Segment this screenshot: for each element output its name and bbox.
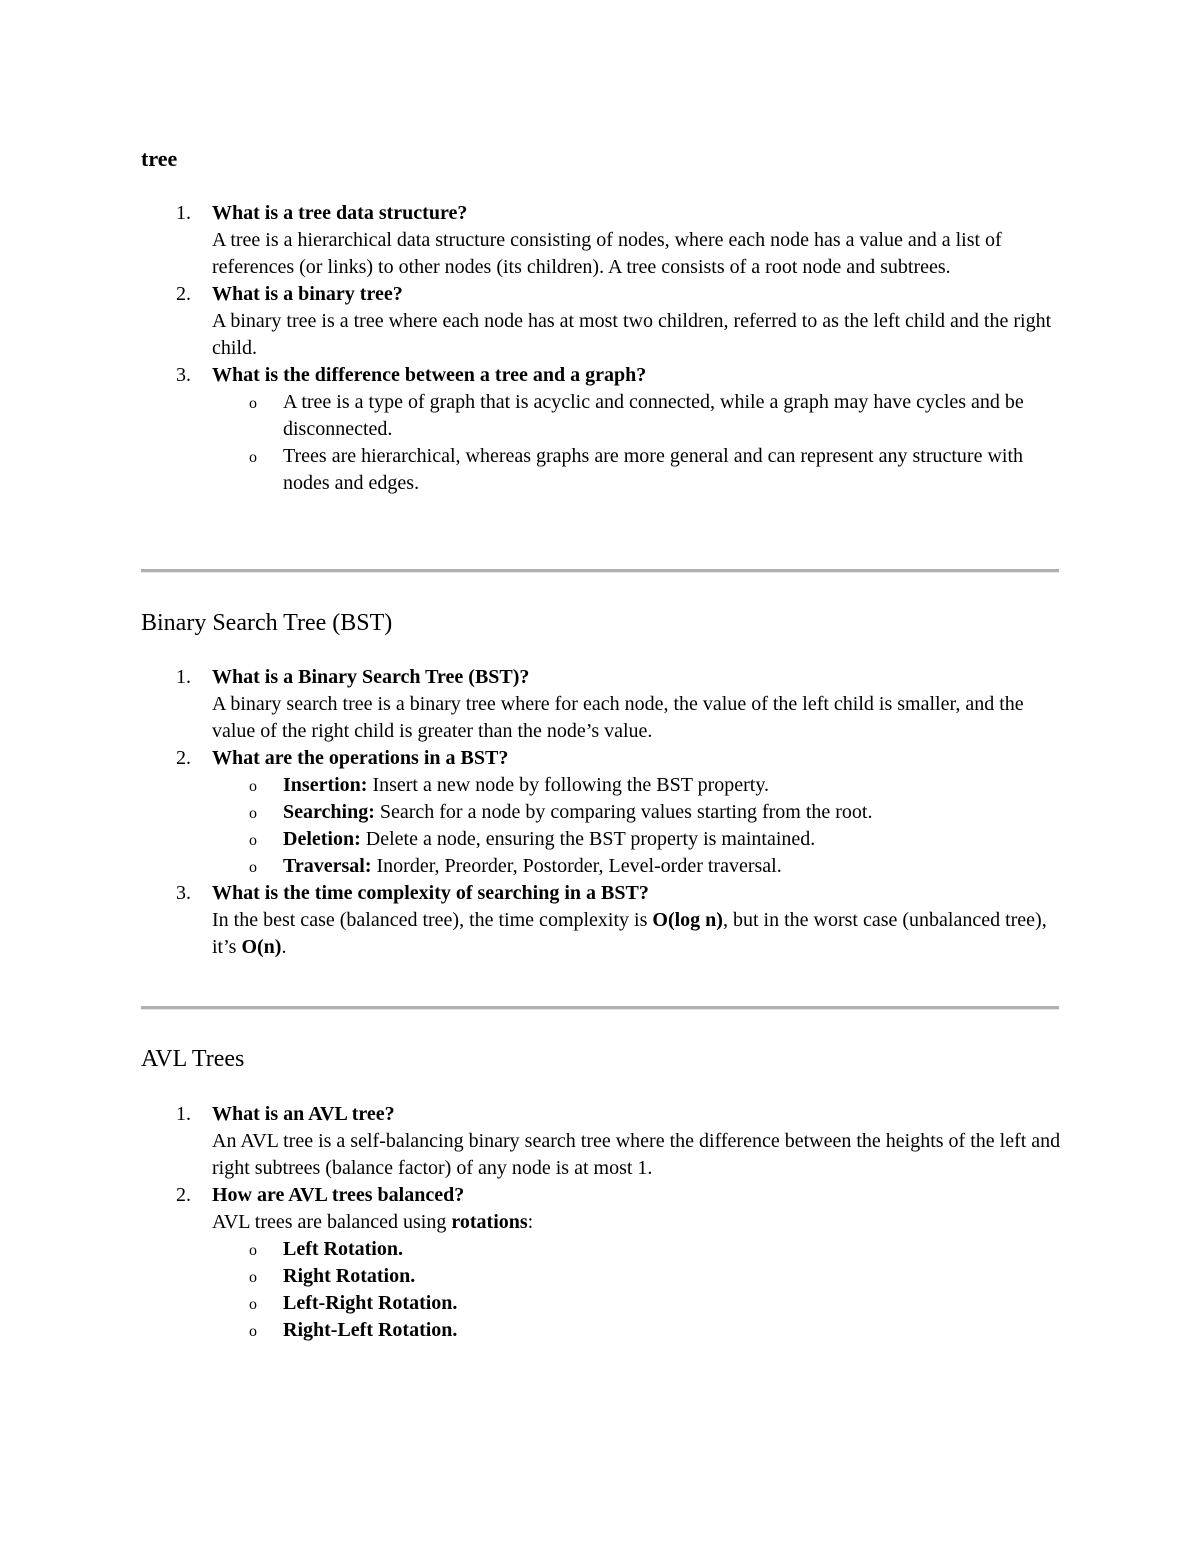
bullet-item [141, 1236, 1061, 1263]
bullet-marker: o [249, 1269, 257, 1286]
question: What is a tree data structure? [212, 202, 468, 224]
answer: A binary search tree is a binary tree where for each node, the value of the left child is smaller, and the value of the right child is greater than the node’s value. [212, 693, 1024, 742]
question-list [141, 664, 1061, 961]
bullet-item [141, 772, 1061, 799]
bullet-item [141, 853, 1061, 880]
bullet-item [141, 1317, 1061, 1344]
bullet-list [212, 772, 1061, 880]
bullet-label: Searching: [283, 801, 375, 823]
answer: A tree is a hierarchical data structure consisting of nodes, where each node has a value and a list of references (or links) to other nodes (its children). A tree consists of a root node and subtrees. [212, 229, 1002, 278]
bullet-text: A tree is a type of graph that is acyclic and connected, while a graph may have cycles and be disconnected. [283, 391, 1024, 440]
bullet-text: Left Rotation. [283, 1238, 403, 1260]
bullet-label: Traversal: [283, 855, 372, 877]
section-title: tree [141, 146, 178, 171]
question: What is the difference between a tree and a graph? [212, 364, 647, 386]
item-number: 2. [176, 1184, 191, 1206]
bullet-marker: o [249, 395, 257, 412]
bullet-marker: o [249, 859, 257, 876]
question: What are the operations in a BST? [212, 747, 509, 769]
item-number: 2. [176, 283, 191, 305]
answer [212, 907, 1061, 961]
bullet-marker: o [249, 1323, 257, 1340]
bullet-item [141, 1290, 1061, 1317]
bullet-marker: o [249, 778, 257, 795]
answer: A binary tree is a tree where each node has at most two children, referred to as the left child and the right child. [212, 310, 1052, 359]
bullet-item [141, 826, 1061, 853]
bullet-item [141, 443, 1061, 497]
question-list [141, 200, 1061, 497]
question: What is an AVL tree? [212, 1103, 395, 1125]
bullet-item [141, 1263, 1061, 1290]
answer-text: AVL trees are balanced using [212, 1211, 452, 1233]
answer: An AVL tree is a self-balancing binary search tree where the difference between the heights of the left and right subtrees (balance factor) of any node is at most 1. [212, 1130, 1061, 1179]
bullet-list [212, 1236, 1061, 1344]
bullet-label: Deletion: [283, 828, 361, 850]
answer-emphasis: O(n) [241, 936, 282, 958]
bullet-marker: o [249, 1296, 257, 1313]
answer-emphasis: O(log n) [652, 909, 723, 931]
list-item [141, 1101, 1061, 1182]
item-number: 1. [176, 1103, 191, 1125]
item-number: 1. [176, 666, 191, 688]
list-item [141, 745, 1061, 880]
bullet-text: Right-Left Rotation. [283, 1319, 458, 1341]
bullet-item [141, 799, 1061, 826]
bullet-label: Insertion: [283, 774, 368, 796]
list-item [141, 200, 1061, 281]
answer-emphasis: rotations [451, 1211, 528, 1233]
list-item [141, 1182, 1061, 1344]
question: What is the time complexity of searching in a BST? [212, 882, 649, 904]
bullet-text: Insert a new node by following the BST property. [367, 774, 770, 796]
bullet-item [141, 389, 1061, 443]
bullet-text: Inorder, Preorder, Postorder, Level-order traversal. [371, 855, 782, 877]
bullet-list [212, 389, 1061, 497]
item-number: 3. [176, 364, 191, 386]
question-list [141, 1101, 1061, 1344]
section-title: Binary Search Tree (BST) [141, 610, 393, 636]
answer-text: . [281, 936, 287, 958]
bullet-text: Trees are hierarchical, whereas graphs are more general and can represent any structure with nodes and edges. [283, 445, 1024, 494]
question: What is a binary tree? [212, 283, 403, 305]
bullet-text: Delete a node, ensuring the BST property is maintained. [360, 828, 816, 850]
bullet-marker: o [249, 832, 257, 849]
bullet-text: Left-Right Rotation. [283, 1292, 458, 1314]
section-avl [141, 1044, 1061, 1344]
item-number: 3. [176, 882, 191, 904]
question: What is a Binary Search Tree (BST)? [212, 666, 530, 688]
answer-text: In the best case (balanced tree), the time complexity is [212, 909, 653, 931]
item-number: 2. [176, 747, 191, 769]
bullet-text: Search for a node by comparing values starting from the root. [374, 801, 873, 823]
section-title: AVL Trees [141, 1046, 245, 1072]
section-divider [141, 1006, 1059, 1010]
answer-text: , but in the worst case (unbalanced tree), it’s [212, 909, 1047, 958]
section-bst [141, 608, 1061, 961]
bullet-marker: o [249, 1242, 257, 1259]
answer-text: : [527, 1211, 534, 1233]
bullet-marker: o [249, 449, 257, 466]
item-number: 1. [176, 202, 191, 224]
answer [212, 1209, 1061, 1236]
list-item [141, 281, 1061, 362]
list-item [141, 362, 1061, 497]
list-item [141, 664, 1061, 745]
bullet-text: Right Rotation. [283, 1265, 416, 1287]
question: How are AVL trees balanced? [212, 1184, 465, 1206]
list-item [141, 880, 1061, 961]
section-tree [141, 145, 1061, 497]
bullet-marker: o [249, 805, 257, 822]
section-divider [141, 569, 1059, 573]
